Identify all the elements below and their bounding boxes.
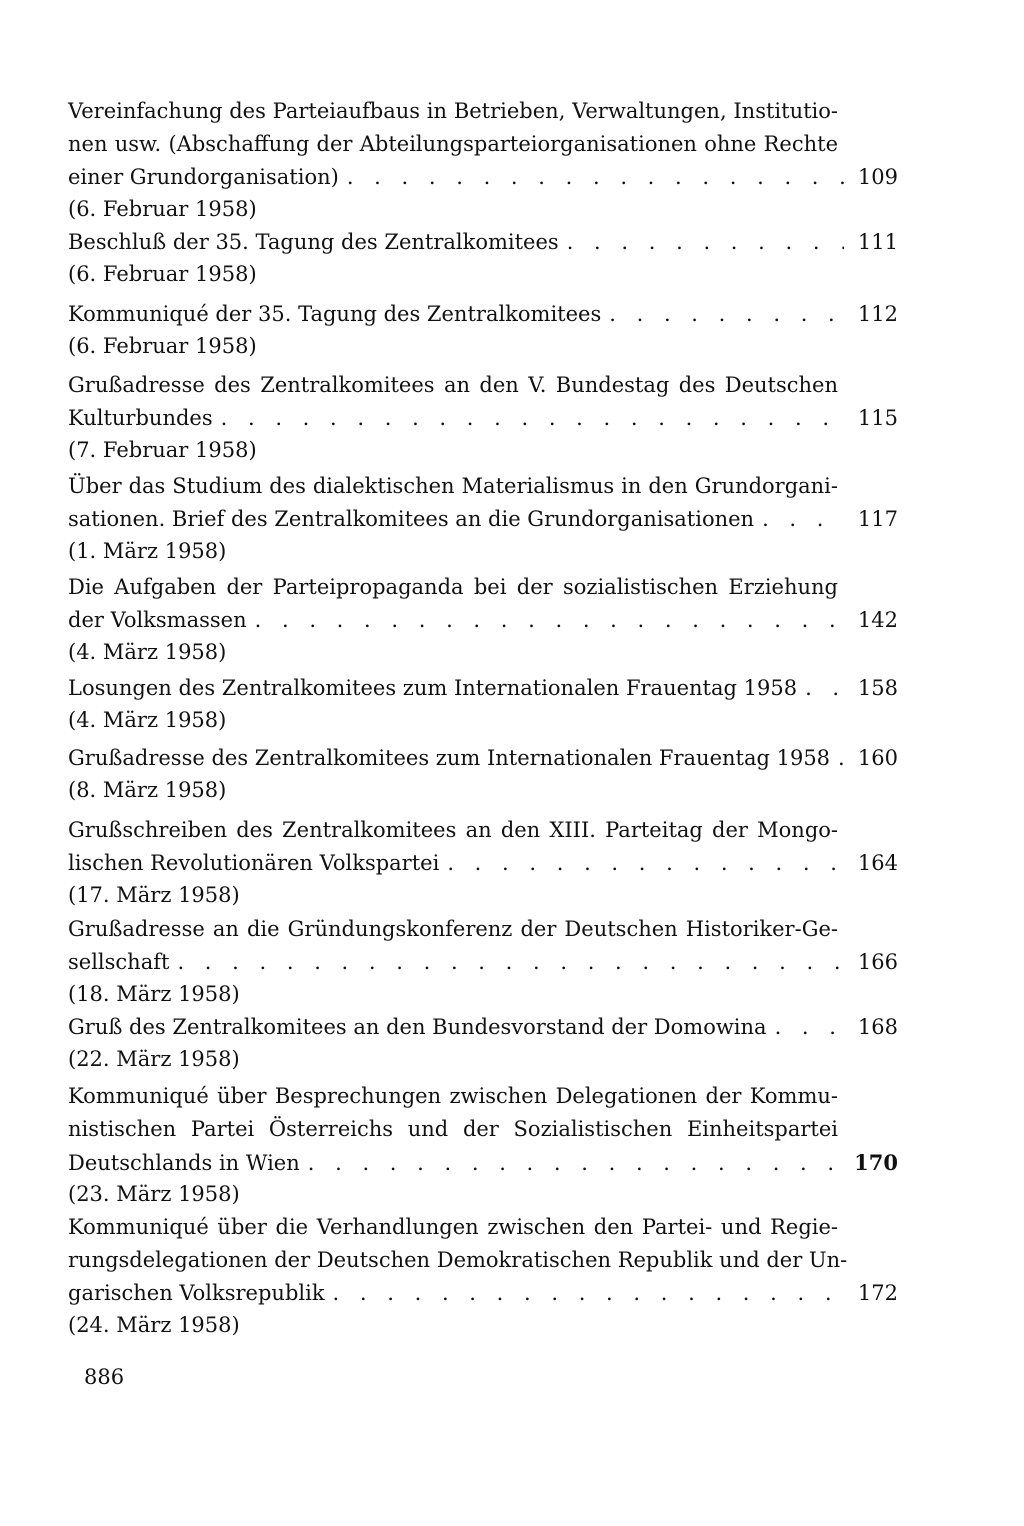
toc-entry-last-line bbox=[68, 1146, 898, 1179]
leader-dots bbox=[805, 672, 844, 705]
toc-entry-title-line: nistischen Partei Österreichs und der Sozialistischen Einheitspartei bbox=[68, 1117, 838, 1141]
toc-entry bbox=[68, 672, 898, 735]
toc-page-number: 117 bbox=[857, 507, 898, 531]
toc-entry-date: (6. Februar 1958) bbox=[68, 262, 257, 286]
toc-entry-last-line bbox=[68, 847, 898, 880]
toc-entry-last-line bbox=[68, 161, 898, 194]
toc-entry-title-end: Kommuniqué der 35. Tagung des Zentralkomitees bbox=[68, 302, 602, 326]
toc-entry-title-line: rungsdelegationen der Deutschen Demokratischen Republik und der Un- bbox=[68, 1248, 848, 1272]
toc-entry-title-end: Losungen des Zentralkomitees zum Internationalen Frauentag 1958 bbox=[68, 676, 798, 700]
leader-dots bbox=[762, 503, 844, 536]
toc-entry-last-line bbox=[68, 298, 898, 331]
leader-dots bbox=[221, 402, 844, 435]
toc-page-number: 111 bbox=[857, 230, 898, 254]
toc-entry bbox=[68, 814, 898, 910]
toc-page-number: 172 bbox=[857, 1281, 898, 1305]
leader-dots bbox=[333, 1277, 844, 1310]
leader-dots bbox=[177, 946, 844, 979]
leader-dots bbox=[567, 226, 844, 259]
toc-entry-last-line bbox=[68, 503, 898, 536]
toc-entry-last-line bbox=[68, 402, 898, 435]
toc-entry-title-line: Kommuniqué über Besprechungen zwischen Delegationen der Kommu- bbox=[68, 1084, 838, 1108]
toc-page-number: 170 bbox=[854, 1150, 898, 1175]
toc-entry-date: (17. März 1958) bbox=[68, 883, 240, 907]
toc-entry-date: (7. Februar 1958) bbox=[68, 438, 257, 462]
toc-entry-title-end: Beschluß der 35. Tagung des Zentralkomitees bbox=[68, 230, 559, 254]
toc-page-number: 142 bbox=[857, 608, 898, 632]
toc-entry-title-line: Grußadresse an die Gründungskonferenz der Deutschen Historiker-Ge- bbox=[68, 917, 838, 941]
toc-entry-title-end: Kulturbundes bbox=[68, 406, 213, 430]
toc-entry-date: (6. Februar 1958) bbox=[68, 334, 257, 358]
toc-entry-title-line: Grußadresse des Zentralkomitees an den V. Bundestag des Deutschen bbox=[68, 373, 838, 397]
toc-entry bbox=[68, 226, 898, 289]
toc-entry-title-end: Deutschlands in Wien bbox=[68, 1151, 300, 1175]
toc-entry bbox=[68, 470, 898, 566]
toc-entry-title-line: nen usw. (Abschaffung der Abteilungsparteiorganisationen ohne Rechte bbox=[68, 132, 838, 156]
leader-dots bbox=[447, 847, 844, 880]
page-number: 886 bbox=[84, 1365, 125, 1389]
toc-entry bbox=[68, 913, 898, 1009]
toc-page-number: 160 bbox=[857, 746, 898, 770]
toc-page-number: 158 bbox=[857, 676, 898, 700]
toc-entry-last-line bbox=[68, 226, 898, 259]
toc-entry-title-end: einer Grundorganisation) bbox=[68, 165, 339, 189]
toc-entry-title-end: sellschaft bbox=[68, 950, 170, 974]
toc-entry-date: (23. März 1958) bbox=[68, 1182, 240, 1206]
toc-entry bbox=[68, 369, 898, 465]
toc-entry-last-line bbox=[68, 742, 898, 775]
toc-entry-title-line: Über das Studium des dialektischen Materialismus in den Grundorgani- bbox=[68, 474, 838, 498]
toc-entry-last-line bbox=[68, 1011, 898, 1044]
leader-dots bbox=[308, 1147, 844, 1180]
toc-entry bbox=[68, 95, 898, 224]
toc-entry-last-line bbox=[68, 604, 898, 637]
toc-entry-last-line bbox=[68, 946, 898, 979]
toc-entry-title-end: sationen. Brief des Zentralkomitees an die Grundorganisationen bbox=[68, 507, 755, 531]
toc-entry-date: (4. März 1958) bbox=[68, 640, 227, 664]
toc-entry-last-line bbox=[68, 672, 898, 705]
toc-entry-date: (1. März 1958) bbox=[68, 539, 227, 563]
leader-dots bbox=[775, 1011, 844, 1044]
toc-entry bbox=[68, 1011, 898, 1074]
toc-entry-title-end: Grußadresse des Zentralkomitees zum Internationalen Frauentag 1958 bbox=[68, 746, 831, 770]
toc-entry-title-end: Gruß des Zentralkomitees an den Bundesvorstand der Domowina bbox=[68, 1015, 767, 1039]
toc-entry-title-line: Kommuniqué über die Verhandlungen zwischen den Partei- und Regie- bbox=[68, 1215, 838, 1239]
toc-entry bbox=[68, 742, 898, 805]
toc-entry-title-line: Vereinfachung des Parteiaufbaus in Betrieben, Verwaltungen, Institutio- bbox=[68, 99, 838, 123]
toc-entry bbox=[68, 298, 898, 361]
leader-dots bbox=[255, 604, 844, 637]
toc-entry-date: (18. März 1958) bbox=[68, 982, 240, 1006]
toc-entry-title-end: lischen Revolutionären Volkspartei bbox=[68, 851, 440, 875]
toc-entry bbox=[68, 1211, 898, 1340]
leader-dots bbox=[347, 161, 844, 194]
toc-entry bbox=[68, 571, 898, 667]
toc-entry-date: (24. März 1958) bbox=[68, 1313, 240, 1337]
toc-entry-date: (8. März 1958) bbox=[68, 778, 227, 802]
toc-entry bbox=[68, 1080, 898, 1209]
toc-page-number: 166 bbox=[857, 950, 898, 974]
toc-page-number: 164 bbox=[857, 851, 898, 875]
toc-entry-title-line: Grußschreiben des Zentralkomitees an den XIII. Parteitag der Mongo- bbox=[68, 818, 838, 842]
leader-dots bbox=[609, 298, 844, 331]
toc-page-number: 109 bbox=[857, 165, 898, 189]
toc-page-number: 112 bbox=[857, 302, 898, 326]
toc-entry-title-line: Die Aufgaben der Parteipropaganda bei der sozialistischen Erziehung bbox=[68, 575, 838, 599]
toc-entry-title-end: der Volksmassen bbox=[68, 608, 247, 632]
toc-entry-date: (4. März 1958) bbox=[68, 708, 227, 732]
toc-entry-title-end: garischen Volksrepublik bbox=[68, 1281, 325, 1305]
toc-entry-last-line bbox=[68, 1277, 898, 1310]
toc-page-number: 168 bbox=[857, 1015, 898, 1039]
toc-entry-date: (22. März 1958) bbox=[68, 1047, 240, 1071]
toc-entry-date: (6. Februar 1958) bbox=[68, 197, 257, 221]
toc-page-number: 115 bbox=[857, 406, 898, 430]
